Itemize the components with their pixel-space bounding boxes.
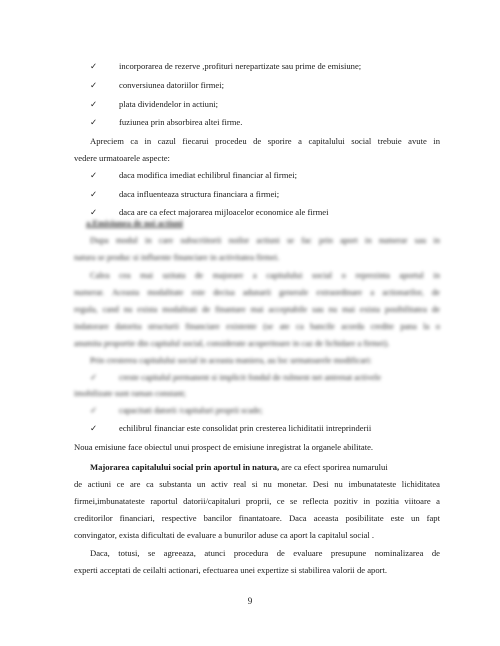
paragraph-line: Noua emisiune face obiectul unui prospect de emisiune inregistrat la organele abilitate. — [74, 442, 374, 452]
paragraph-line: Apreciem ca in cazul fiecarui procedeu de sporire a capitalului social trebuie avute in — [90, 136, 440, 146]
check-icon: ✓ — [90, 61, 98, 71]
list-item-text: capacitati datorii /capitaluri proprii scade; — [119, 405, 263, 415]
check-icon: ✓ — [90, 207, 98, 217]
paragraph-line: de actiuni ce are ca substanta un activ real si nu monetar. Desi nu imbunatateste lichiditatea — [74, 479, 440, 489]
paragraph-line: Prin cresterea capitalului social in aceasta maniera, au loc urmatoarele modificari: — [90, 355, 372, 365]
paragraph-line: Dupa modul in care subscriitorii noilor actiuni se fac prin aport in numerar sau in — [90, 235, 440, 245]
paragraph-line: creditorilor financiari, respective bancilor finantatoare. Daca aceasta posibilitate este un fapt — [74, 513, 440, 523]
paragraph-line: Calea cea mai uzitata de majorare a capitalului social o reprezinta aportul in — [90, 270, 440, 280]
paragraph-line: regula, cand nu exista modalitati de finantare mai acceptabile sau nu mai exista posibilitatea de — [74, 304, 440, 314]
list-item-text: daca are ca efect majorarea mijloacelor economice ale firmei — [119, 207, 329, 217]
list-item-text: plata dividendelor in actiuni; — [119, 99, 219, 109]
section-heading: a.Emisiunea de noi actiuni — [86, 218, 183, 228]
paragraph-line: indatorare datorita structurii financiare existente (se ate ca bancile acorda credite pana la o — [74, 321, 440, 331]
list-item-text: echilibrul financiar este consolidat prin cresterea lichiditatii intreprinderii — [119, 423, 372, 433]
check-icon: ✓ — [90, 80, 98, 90]
paragraph-line: vedere urmatoarele aspecte: — [74, 153, 170, 163]
check-icon: ✓ — [90, 99, 98, 109]
list-item-text: conversiunea datoriilor firmei; — [119, 80, 224, 90]
check-icon: ✓ — [90, 423, 98, 433]
check-icon: ✓ — [90, 170, 98, 180]
paragraph-line — [90, 462, 440, 472]
list-item-text: creste capitalul permanent si implicit fondul de rulment net antrenat activele — [119, 372, 382, 382]
paragraph-line: Daca, totusi, se agreeaza, atunci procedura de evaluare presupune nominalizarea de — [90, 548, 440, 558]
paragraph-line: firmei,imbunatateste raportul datorii/capitaluri proprii, ce se reflecta pozitiv in pozitia viitoare a — [74, 496, 440, 506]
list-item-text: fuziunea prin absorbirea altei firme. — [119, 117, 243, 127]
paragraph-line: anumita proportie din capitalul social, considerate acoperitoare in caz de lichidare a firmei). — [74, 338, 390, 348]
check-icon: ✓ — [90, 189, 98, 199]
paragraph-line: experti acceptati de ceilalti actionari, efectuarea unei expertize si stabilirea valorii de aport. — [74, 565, 388, 575]
list-item-text: daca modifica imediat echilibrul financiar al firmei; — [119, 170, 298, 180]
list-item-text: incorporarea de rezerve ,profituri nerepartizate sau prime de emisiune; — [119, 61, 362, 71]
paragraph-line: numerar. Aceasta modalitate este decisa adunarii generale extraordinare a actionarilor, de — [74, 287, 440, 297]
check-icon: ✓ — [90, 117, 98, 127]
check-icon: ✓ — [90, 405, 98, 415]
page-number: 9 — [247, 596, 253, 606]
check-icon: ✓ — [90, 372, 98, 382]
paragraph-line: natura se produc si influente financiare in activitatea firmei. — [74, 252, 280, 262]
list-item-text: daca influenteaza structura financiara a firmei; — [119, 189, 280, 199]
bold-phrase: Majorarea capitalului social prin aportul in natura, — [90, 462, 280, 472]
paragraph-line: convingator, exista dificultati de evaluare a bunurilor aduse ca aport la capitalul social . — [74, 530, 375, 540]
paragraph-line: imobilizate sunt raman constant; — [74, 388, 186, 398]
paragraph-text: are ca efect sporirea numarului — [279, 462, 388, 472]
